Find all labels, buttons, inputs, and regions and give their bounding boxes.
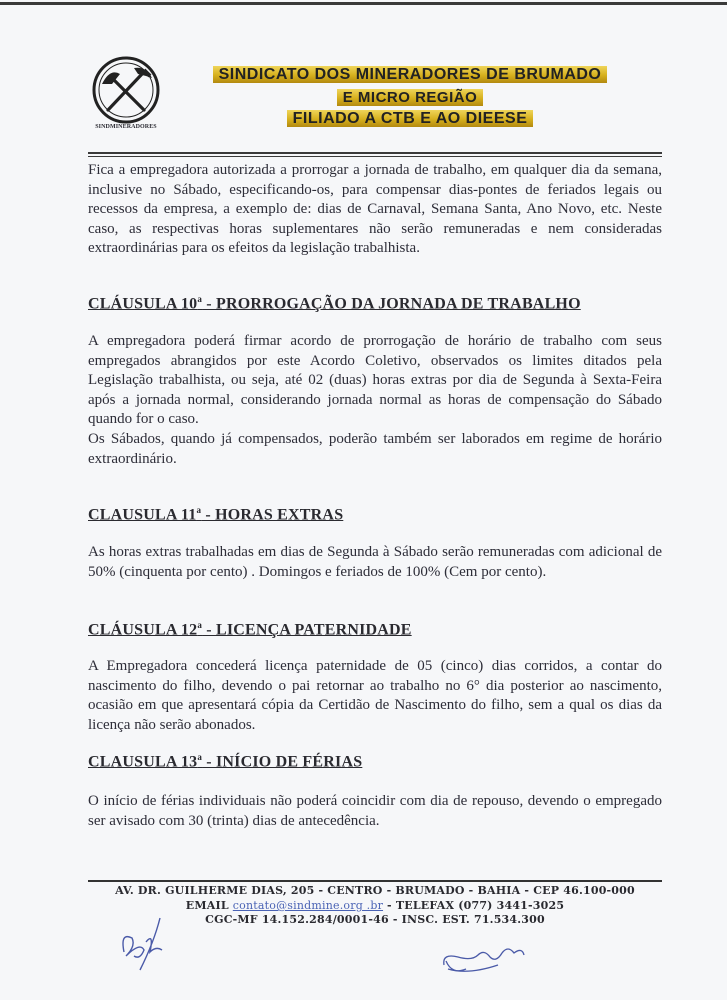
top-border [0,2,727,5]
signature-left [110,912,180,972]
header-divider [88,152,662,154]
email-link[interactable]: contato@sindmine.org .br [232,899,384,912]
clause-13-paragraph: O início de férias individuais não poderá coincidir com dia de repouso, devendo o empregado ser avisado com 30 (trinta) dias de antecedência. [88,793,662,829]
clause-11-paragraph: As horas extras trabalhadas em dias de Segunda à Sábado serão remuneradas com adicional de 50% (cinquenta por cento) . Domingos e feriados de 100% (Cem por cento). [88,544,662,580]
logo-caption: SINDMINERADORES [95,124,157,130]
clause-10-paragraph-1: A empregadora poderá firmar acordo de prorrogação de horário de trabalho com seus empregados abrangidos por este Acordo Coletivo, observados os limites ditados pela Legislação trabalhista, ou seja, até 02 (duas) horas extras por dia de Segunda à Sexta-Feira após a jornada normal, considerando jornada normal as horas de compensação do Sábado quando for o caso. [88,333,662,427]
header-divider-thin [88,156,662,157]
intro-paragraph: Fica a empregadora autorizada a prorrogar a jornada de trabalho, em qualquer dia da semana, inclusive no Sábado, especificando-os, para compensar dias-pontes de feriados legais ou recessos da empresa, a exemplo de: dias de Carnaval, Semana Santa, Ano Novo, etc. Neste caso, as respectivas horas suplementares não serão remuneradas e nem consideradas extraordinárias para os efeitos da legislação trabalhista. [88,162,662,256]
clause-11-heading: CLAUSULA 11$^a$ - HORAS EXTRAS [88,505,344,524]
footer-address: AV. DR. GUILHERME DIAS, 205 - CENTRO - BRUMADO - BAHIA - CEP 46.100-000 [115,884,635,897]
clause-10-paragraph-2: Os Sábados, quando já compensados, poderão também ser laborados em regime de horário extraordinário. [88,431,662,467]
clause-10-heading: CLÁUSULA 10$^a$ - PRORROGAÇÃO DA JORNADA DE TRABALHO [88,294,581,313]
title-line-3: FILIADO A CTB E AO DIEESE [180,110,640,128]
union-logo [86,54,166,138]
footer-registry: CGC-MF 14.152.284/0001-46 - INSC. EST. 71.534.300 [205,913,545,926]
title-line-2: E MICRO REGIÃO [180,89,640,106]
clause-12-heading: CLÁUSULA 12$^a$ - LICENÇA PATERNIDADE [88,620,412,639]
clause-13-heading: CLAUSULA 13$^a$ - INÍCIO DE FÉRIAS [88,752,363,771]
title-line-1: SINDICATO DOS MINERADORES DE BRUMADO [180,66,640,84]
clause-12-paragraph: A Empregadora concederá licença paternidade de 05 (cinco) dias corridos, a contar do nascimento do filho, devendo o pai retornar ao trabalho no 6° dia posterior ao nascimento, ocasião em que apresentará cópia da Certidão de Nascimento do filho, sem a qual os dias da licença não serão abonados. [88,658,662,733]
footer-divider [88,880,662,882]
footer-contact: EMAIL contato@sindmine.org .br - TELEFAX (077) 3441-3025 [185,899,565,912]
pick-shovel-icon [90,54,162,126]
signature-right [438,935,530,980]
